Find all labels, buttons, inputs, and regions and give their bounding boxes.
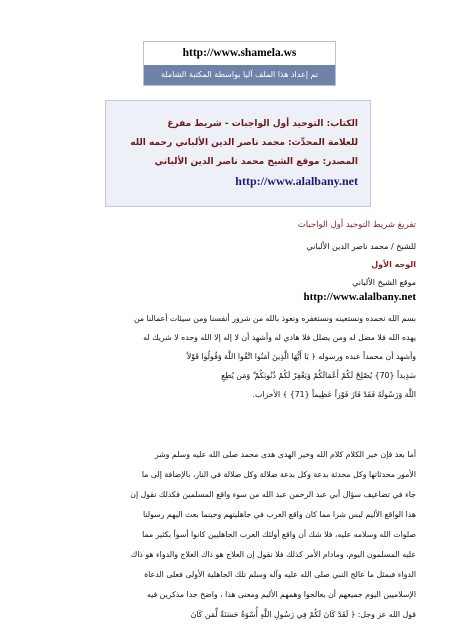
site-label: موقع الشيخ الألباني xyxy=(352,278,416,287)
paragraph-line: يهده الله فلا مضل له ومن يضلل فلا هادي له وأشهد أن لا إله إلا الله وحده لا شريك له xyxy=(143,333,416,342)
paragraph-line: الإسلاميين اليوم جميعهم أن يعالجوا وهمهم الأليم ومعنى هذا ، واضح جدا مذكرين فيه xyxy=(146,590,416,599)
header-url[interactable]: http://www.shamela.ws xyxy=(182,47,297,59)
paragraph-line: بسم الله نحمده ونستعينه ونستغفره ونعوذ بالله من شرور أنفسنا ومن سيئات أعمالنا من xyxy=(133,314,416,323)
paragraph-line: صلوات الله وسلامه عليه، فلا شك أن واقع أولئك العرب الجاهليين كانوا أسوأ بكثير مما xyxy=(142,530,416,539)
header-band: تم إعداد هذا الملف آليا بواسطة المكتبة الشاملة xyxy=(144,65,335,85)
document-title: تفريغ شريط التوحيد أول الواجبات xyxy=(297,220,416,230)
paragraph-line: الأمور محدثاتها وكل محدثة بدعة وكل بدعة ضلالة وكل ضلالة في النار، بالإضافة إلى ما xyxy=(141,470,416,479)
paragraph-line: جاء في تضاعيف سؤال أبي عبد الرحمن عبد الله من سوء واقع المسلمين فكذلك نقول إن xyxy=(130,490,416,499)
paragraph-line: الدواء فبمثل ما عالج النبي صلى الله عليه وآله وسلم تلك الجاهلية الأولى فعلى الدعاة xyxy=(144,570,416,579)
tape-side-label: الوجه الأول xyxy=(371,260,416,269)
document-author: للشيخ / محمد ناصر الدين الألباني xyxy=(306,242,416,251)
book-title: الكتاب: التوحيد أول الواجبات - شريط مفرغ xyxy=(167,119,358,129)
paragraph-line: أما بعد فإن خير الكلام كلام الله وخير الهدى هدى محمد صلى الله عليه وسلم وشر xyxy=(154,450,416,459)
intro-paragraph xyxy=(64,309,416,404)
paragraph-line: اللَّهَ وَرَسُولَهُ فَقَدْ فَازَ فَوْزاً عَظِيماً {71} ﴾ الأحزاب. xyxy=(252,390,416,399)
header-box xyxy=(143,41,336,86)
paragraph-line: عليه المسلمون اليوم، ومادام الأمر كذلك فلا نقول إن العلاج هو ذاك العلاج والدواء هو ذاك xyxy=(130,550,416,559)
book-author: للعلامة المحدِّث: محمد ناصر الدين الألباني رحمه الله xyxy=(130,138,358,148)
book-info-box xyxy=(105,100,371,207)
body-paragraph xyxy=(64,445,416,625)
book-source: المصدر: موقع الشيخ محمد ناصر الدين الألباني xyxy=(154,157,358,167)
source-url[interactable]: http://www.alalbany.net xyxy=(235,174,358,188)
paragraph-line: هذا الواقع الأليم ليس شرا مما كان واقع العرب في جاهليتهم وحينما بعث اليهم رسولنا xyxy=(143,510,416,519)
site-url[interactable]: http://www.alalbany.net xyxy=(303,291,416,303)
paragraph-line: سَدِيداً {70} يُصْلِحْ لَكُمْ أَعْمَالَكُمْ وَيَغْفِرْ لَكُمْ ذُنُوبَكُمْ ۗ وَمَن يُطِعِ xyxy=(221,371,416,380)
paragraph-line: وأشهد أن محمداً عبده ورسوله ﴿ يَا أَيُّهَا الَّذِينَ آمَنُوا اتَّقُوا اللَّهَ وَقُولُوا قَوْلاً xyxy=(186,352,416,361)
paragraph-line: قول الله عز وجل: ﴿ لَقَدْ كَانَ لَكُمْ فِي رَسُولِ اللَّهِ أُسْوَةٌ حَسَنَةٌ لِّمَن كَانَ xyxy=(190,610,416,619)
